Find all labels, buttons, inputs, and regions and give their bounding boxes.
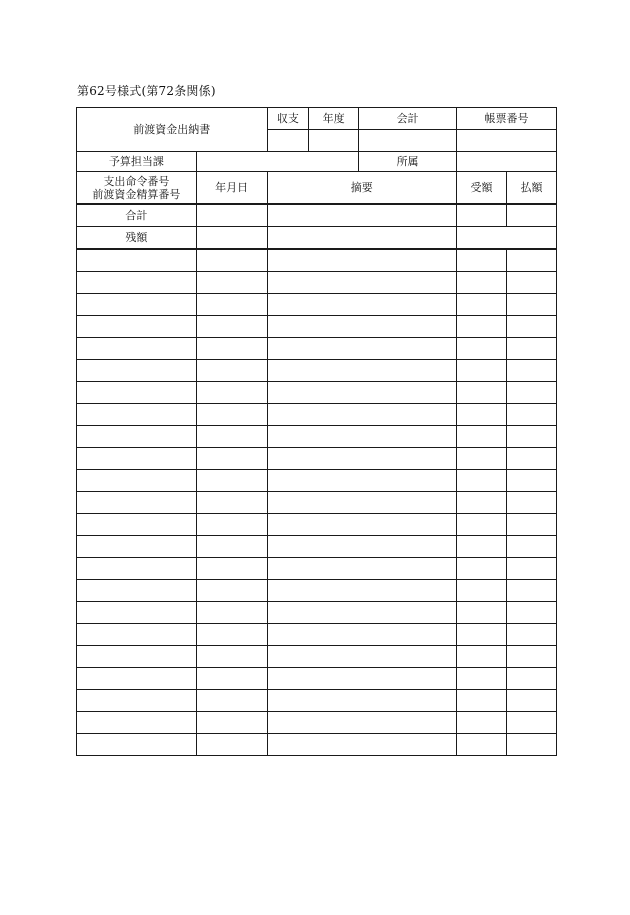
receipt-cell[interactable] [457, 712, 507, 734]
date-cell[interactable] [196, 514, 267, 536]
order-number-line1: 支出命令番号 [103, 174, 170, 188]
receipt-cell[interactable] [457, 514, 507, 536]
table-row [77, 316, 557, 338]
summary-cell[interactable] [267, 624, 456, 646]
payment-cell[interactable] [506, 404, 556, 426]
date-cell[interactable] [196, 338, 267, 360]
kaikei-value[interactable] [359, 130, 457, 152]
order-number-line2: 前渡資金精算番号 [92, 187, 181, 201]
receipt-cell[interactable] [457, 426, 507, 448]
summary-cell[interactable] [267, 580, 456, 602]
table-row [77, 426, 557, 448]
date-cell[interactable] [196, 470, 267, 492]
table-row [77, 382, 557, 404]
table-row [77, 558, 557, 580]
order-number-cell[interactable] [77, 690, 197, 712]
summary-cell[interactable] [267, 558, 456, 580]
order-number-cell[interactable] [77, 338, 197, 360]
summary-cell[interactable] [267, 690, 456, 712]
date-cell[interactable] [196, 690, 267, 712]
date-cell[interactable] [196, 382, 267, 404]
form-title: 第62号様式(第72条関係) [77, 84, 216, 98]
order-number-cell[interactable] [77, 558, 197, 580]
summary-cell[interactable] [267, 272, 456, 294]
total-label: 合計 [77, 204, 197, 227]
payment-cell[interactable] [506, 448, 556, 470]
table-row [77, 646, 557, 668]
summary-cell[interactable] [267, 492, 456, 514]
order-number-cell[interactable] [77, 734, 197, 756]
receipt-cell[interactable] [457, 558, 507, 580]
order-number-cell[interactable] [77, 580, 197, 602]
order-number-cell[interactable] [77, 668, 197, 690]
balance-date[interactable] [196, 227, 267, 250]
date-header: 年月日 [196, 172, 267, 205]
order-number-cell[interactable] [77, 536, 197, 558]
table-row [77, 668, 557, 690]
balance-summary[interactable] [267, 227, 456, 250]
payment-cell[interactable] [506, 514, 556, 536]
order-number-cell[interactable] [77, 360, 197, 382]
payment-cell[interactable] [506, 734, 556, 756]
summary-cell[interactable] [267, 712, 456, 734]
summary-cell[interactable] [267, 668, 456, 690]
payment-cell[interactable] [506, 470, 556, 492]
order-number-cell[interactable] [77, 448, 197, 470]
table-row [77, 712, 557, 734]
summary-cell[interactable] [267, 404, 456, 426]
receipt-cell[interactable] [457, 602, 507, 624]
balance-label: 残額 [77, 227, 197, 250]
table-row [77, 536, 557, 558]
receipt-cell[interactable] [457, 690, 507, 712]
table-row [77, 624, 557, 646]
date-cell[interactable] [196, 536, 267, 558]
receipt-cell[interactable] [457, 470, 507, 492]
payment-cell[interactable] [506, 668, 556, 690]
summary-cell[interactable] [267, 316, 456, 338]
table-row [77, 360, 557, 382]
receipt-cell[interactable] [457, 536, 507, 558]
order-number-cell[interactable] [77, 426, 197, 448]
date-cell[interactable] [196, 272, 267, 294]
date-cell[interactable] [196, 734, 267, 756]
receipt-cell[interactable] [457, 668, 507, 690]
date-cell[interactable] [196, 668, 267, 690]
summary-cell[interactable] [267, 360, 456, 382]
summary-cell[interactable] [267, 734, 456, 756]
date-cell[interactable] [196, 624, 267, 646]
receipt-cell[interactable] [457, 316, 507, 338]
payment-cell[interactable] [506, 294, 556, 316]
summary-cell[interactable] [267, 470, 456, 492]
table-row [77, 492, 557, 514]
payment-cell[interactable] [506, 690, 556, 712]
summary-cell[interactable] [267, 646, 456, 668]
summary-header: 摘要 [267, 172, 456, 205]
receipt-cell[interactable] [457, 734, 507, 756]
order-number-cell[interactable] [77, 646, 197, 668]
summary-cell[interactable] [267, 338, 456, 360]
shushi-label: 収支 [267, 108, 309, 130]
order-number-cell[interactable] [77, 316, 197, 338]
date-cell[interactable] [196, 558, 267, 580]
order-number-cell[interactable] [77, 602, 197, 624]
table-row [77, 580, 557, 602]
payment-cell[interactable] [506, 316, 556, 338]
yosan-tanto-ka-label: 予算担当課 [77, 152, 197, 172]
payment-cell[interactable] [506, 536, 556, 558]
summary-cell[interactable] [267, 249, 456, 272]
date-cell[interactable] [196, 294, 267, 316]
receipt-cell[interactable] [457, 272, 507, 294]
table-row [77, 249, 557, 272]
summary-cell[interactable] [267, 294, 456, 316]
receipt-header: 受額 [457, 172, 507, 205]
order-number-cell[interactable] [77, 514, 197, 536]
date-cell[interactable] [196, 360, 267, 382]
payment-cell[interactable] [506, 602, 556, 624]
payment-cell[interactable] [506, 646, 556, 668]
payment-cell[interactable] [506, 492, 556, 514]
date-cell[interactable] [196, 448, 267, 470]
payment-cell[interactable] [506, 426, 556, 448]
date-cell[interactable] [196, 492, 267, 514]
order-number-cell[interactable] [77, 272, 197, 294]
order-number-cell[interactable] [77, 492, 197, 514]
receipt-cell[interactable] [457, 249, 507, 272]
receipt-cell[interactable] [457, 360, 507, 382]
date-cell[interactable] [196, 712, 267, 734]
receipt-cell[interactable] [457, 338, 507, 360]
table-row [77, 404, 557, 426]
doc-name-cell: 前渡資金出納書 [77, 108, 268, 152]
summary-cell[interactable] [267, 426, 456, 448]
date-cell[interactable] [196, 249, 267, 272]
receipt-cell[interactable] [457, 382, 507, 404]
payment-cell[interactable] [506, 624, 556, 646]
order-number-cell[interactable] [77, 294, 197, 316]
table-row [77, 734, 557, 756]
order-number-header [77, 172, 197, 205]
kaikei-label: 会計 [359, 108, 457, 130]
summary-cell[interactable] [267, 602, 456, 624]
shushi-value[interactable] [267, 130, 309, 152]
payment-cell[interactable] [506, 338, 556, 360]
total-receipt[interactable] [457, 204, 507, 227]
payment-cell[interactable] [506, 382, 556, 404]
nendo-label: 年度 [309, 108, 359, 130]
total-payment[interactable] [506, 204, 556, 227]
date-cell[interactable] [196, 602, 267, 624]
payment-cell[interactable] [506, 580, 556, 602]
ledger-table [76, 107, 557, 756]
payment-cell[interactable] [506, 360, 556, 382]
shozoku-value[interactable] [457, 152, 557, 172]
payment-cell[interactable] [506, 712, 556, 734]
table-row [77, 272, 557, 294]
order-number-cell[interactable] [77, 249, 197, 272]
table-row [77, 338, 557, 360]
date-cell[interactable] [196, 316, 267, 338]
summary-cell[interactable] [267, 536, 456, 558]
receipt-cell[interactable] [457, 448, 507, 470]
receipt-cell[interactable] [457, 646, 507, 668]
date-cell[interactable] [196, 426, 267, 448]
table-row [77, 602, 557, 624]
receipt-cell[interactable] [457, 294, 507, 316]
payment-header: 払額 [506, 172, 556, 205]
table-row [77, 514, 557, 536]
table-row [77, 448, 557, 470]
chohyo-bango-label: 帳票番号 [457, 108, 557, 130]
date-cell[interactable] [196, 646, 267, 668]
payment-cell[interactable] [506, 558, 556, 580]
date-cell[interactable] [196, 404, 267, 426]
order-number-cell[interactable] [77, 404, 197, 426]
yosan-tanto-ka-value[interactable] [196, 152, 358, 172]
summary-cell[interactable] [267, 514, 456, 536]
table-row [77, 294, 557, 316]
shozoku-label: 所属 [359, 152, 457, 172]
balance-amount[interactable] [457, 227, 557, 250]
summary-cell[interactable] [267, 382, 456, 404]
receipt-cell[interactable] [457, 580, 507, 602]
payment-cell[interactable] [506, 272, 556, 294]
nendo-value[interactable] [309, 130, 359, 152]
date-cell[interactable] [196, 580, 267, 602]
order-number-cell[interactable] [77, 470, 197, 492]
total-summary[interactable] [267, 204, 456, 227]
payment-cell[interactable] [506, 249, 556, 272]
chohyo-bango-value[interactable] [457, 130, 557, 152]
receipt-cell[interactable] [457, 404, 507, 426]
order-number-cell[interactable] [77, 624, 197, 646]
order-number-cell[interactable] [77, 382, 197, 404]
receipt-cell[interactable] [457, 624, 507, 646]
receipt-cell[interactable] [457, 492, 507, 514]
summary-cell[interactable] [267, 448, 456, 470]
total-date[interactable] [196, 204, 267, 227]
table-row [77, 690, 557, 712]
order-number-cell[interactable] [77, 712, 197, 734]
table-row [77, 470, 557, 492]
